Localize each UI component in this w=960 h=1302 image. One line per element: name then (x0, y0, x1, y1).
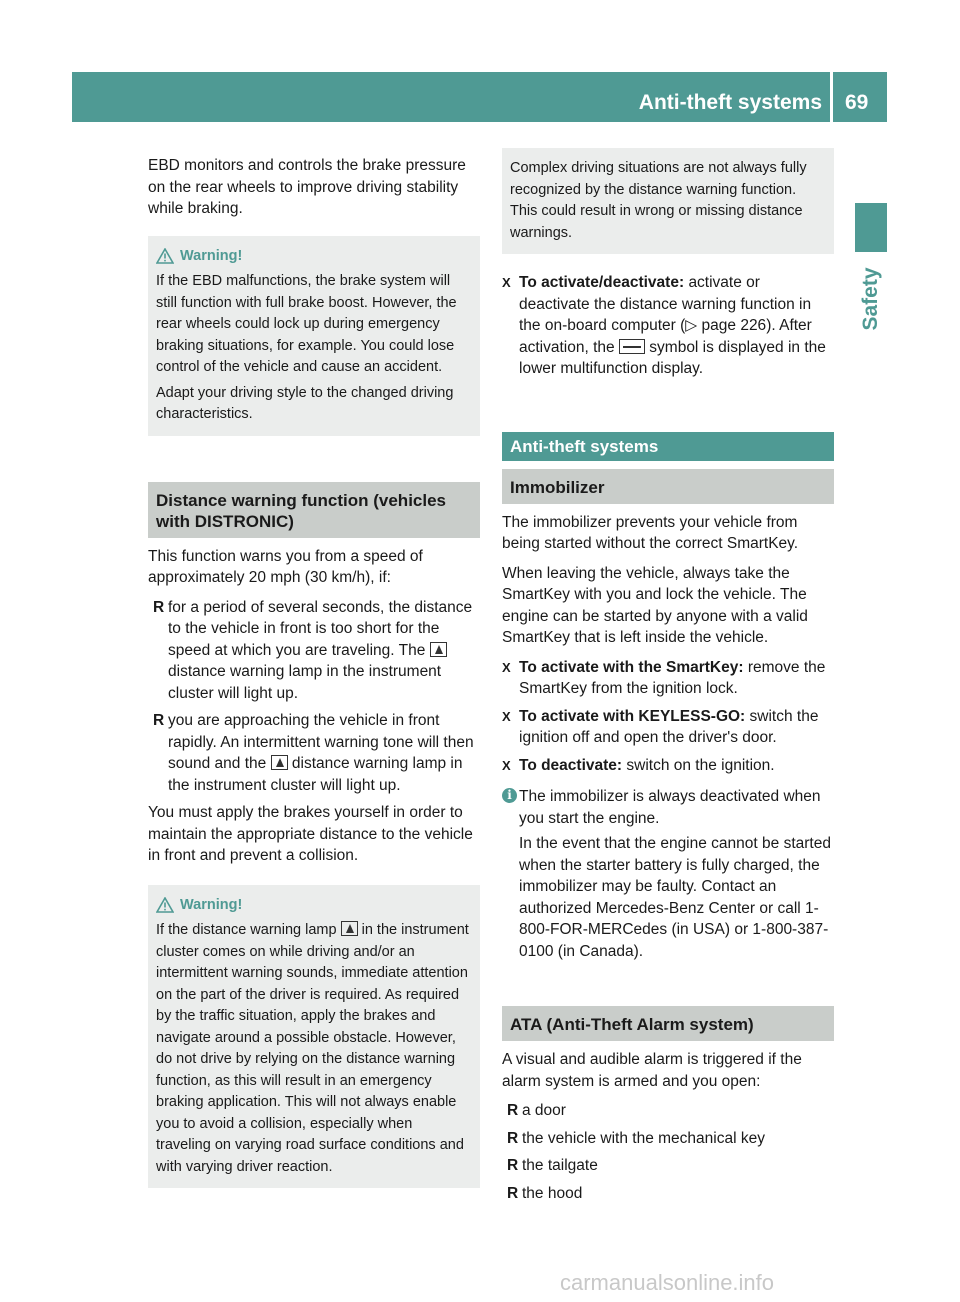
right-column (502, 148, 834, 1210)
step-label: To deactivate: (519, 756, 623, 774)
step-text: symbol is displayed in the lower multifunction display. (519, 338, 826, 377)
bullet-mark: R (153, 598, 165, 616)
info-note (502, 786, 834, 962)
warning-text (156, 920, 470, 1178)
side-tab-marker (855, 203, 887, 252)
brake-advice: You must apply the brakes yourself in order to maintain the appropriate distance to the vehicle in front and prevent a collision. (148, 804, 473, 864)
list-item-text: you are approaching the vehicle in front rapidly. An intermittent warning tone will then sound and the (168, 712, 474, 772)
step-text: ). After activation, the (519, 317, 812, 356)
list-item-text: the hood (522, 1184, 583, 1202)
warning-title-text: Warning! (180, 896, 243, 913)
step-text: activate or deactivate the distance warning function in the on-board computer ( (519, 274, 812, 334)
warning-title (156, 246, 470, 268)
list-item (148, 710, 480, 796)
step-text: switch the ignition off and open the driver's door. (519, 707, 819, 746)
main-section-title: Anti-theft systems (502, 432, 834, 461)
warning-title (156, 895, 470, 917)
step-label: To activate/deactivate: (519, 274, 685, 291)
info-icon: i (502, 788, 517, 803)
warning-box-distance (148, 885, 480, 1189)
immobilizer-text: When leaving the vehicle, always take the SmartKey with you and lock the vehicle. The engine can be started by anyone with a valid SmartKey that is left inside the vehicle. (502, 564, 808, 646)
page-header-title: Anti-theft systems (638, 91, 822, 114)
step-activate-smartkey (502, 657, 834, 700)
list-item-text: distance warning lamp in the instrument cluster will light up. (168, 755, 463, 794)
list-item (502, 1155, 834, 1177)
bullet-mark: R (507, 1184, 519, 1202)
step-activate-keyless-go (502, 706, 834, 749)
ata-intro: A visual and audible alarm is triggered if the alarm system is armed and you open: (502, 1051, 802, 1090)
list-item-text: the tailgate (522, 1157, 598, 1174)
immobilizer-text: The immobilizer prevents your vehicle from being started without the correct SmartKey. (502, 513, 799, 552)
list-item-text: a door (522, 1102, 566, 1119)
distance-warning-symbol-icon (619, 339, 645, 354)
step-label: To activate with KEYLESS-GO: (519, 707, 746, 725)
page-number: 69 (845, 91, 869, 114)
list-item-text: distance warning lamp in the instrument cluster will light up. (168, 663, 442, 702)
warning-text: If the EBD malfunctions, the brake system will still function with full brake boost. However, the rear wheels could lock up during emergency braking situations, for example. You could lose control of the vehicle and cause an accident. (156, 273, 457, 375)
distance-warning-lamp-icon (430, 642, 447, 657)
list-item-text: for a period of several seconds, the distance to the vehicle in front is too short for the speed at which you are traveling. The (168, 598, 473, 659)
list-item (502, 1100, 834, 1122)
bullet-mark: R (507, 1102, 519, 1119)
step-marker: X (502, 757, 511, 773)
step-marker: X (502, 659, 511, 675)
list-item (502, 1128, 834, 1150)
header-divider (830, 72, 833, 122)
warning-title-text: Warning! (180, 247, 243, 264)
ebd-intro: EBD monitors and controls the brake pressure on the rear wheels to improve driving stability while braking. (148, 157, 466, 217)
distance-warning-lamp-icon (271, 755, 288, 770)
page-reference-link[interactable]: page 226 (701, 317, 767, 334)
warning-triangle-icon (156, 897, 174, 913)
page-ref-arrow-icon: ▷ (685, 317, 702, 334)
step-marker: X (502, 275, 511, 290)
bullet-mark: R (153, 712, 165, 729)
step-deactivate (502, 755, 834, 777)
list-item (148, 597, 480, 705)
list-item-text: the vehicle with the mechanical key (522, 1129, 765, 1147)
step-activate-distance-warning (502, 272, 834, 380)
step-text: switch on the ignition. (626, 756, 775, 774)
side-tab-label: Safety (859, 267, 882, 331)
info-text: The immobilizer is always deactivated when you start the engine. (519, 788, 821, 827)
list-item (502, 1183, 834, 1205)
section-title-distance-warning: Distance warning function (vehicles with DISTRONIC) (148, 482, 480, 538)
distance-warning-lamp-icon (341, 921, 358, 936)
watermark: carmanualsonline.info (560, 1270, 775, 1295)
left-column (148, 155, 480, 1188)
note-box: Complex driving situations are not always fully recognized by the distance warning function. This could result in wrong or missing distance warnings. (502, 148, 834, 254)
warning-text-part: in the instrument cluster comes on while driving and/or an intermittent warning sounds, immediate attention on the part of the driver is required. As required by the traffic situation, apply the brakes and navigate around a possible obstacle. However, do not drive by relying on the distance warning function, as this will result in an emergency braking application. This will not always enable you to avoid a collision, especially when traveling on varying road surface conditions and with varying driver reaction. (156, 922, 469, 1175)
info-text: In the event that the engine cannot be started when the starter battery is fully charged, the immobilizer may be faulty. Contact an authorized Mercedes-Benz Center or call 1-800-FOR-MERCedes (in USA) or 1-800-387-0100 (in Canada). (519, 835, 831, 960)
bullet-mark: R (507, 1129, 519, 1147)
section-title-immobilizer: Immobilizer (502, 469, 834, 504)
warning-text-advice: Adapt your driving style to the changed driving characteristics. (156, 384, 454, 422)
step-text: remove the SmartKey from the ignition lock. (519, 658, 826, 697)
section-title-ata: ATA (Anti-Theft Alarm system) (502, 1006, 834, 1041)
warning-triangle-icon (156, 248, 174, 264)
distance-warning-intro: This function warns you from a speed of approximately 20 mph (30 km/h), if: (148, 547, 423, 586)
warning-box-ebd (148, 236, 480, 436)
step-label: To activate with the SmartKey: (519, 658, 744, 676)
warning-text-part: If the distance warning lamp (156, 922, 337, 938)
step-marker: X (502, 708, 511, 724)
bullet-mark: R (507, 1157, 519, 1174)
